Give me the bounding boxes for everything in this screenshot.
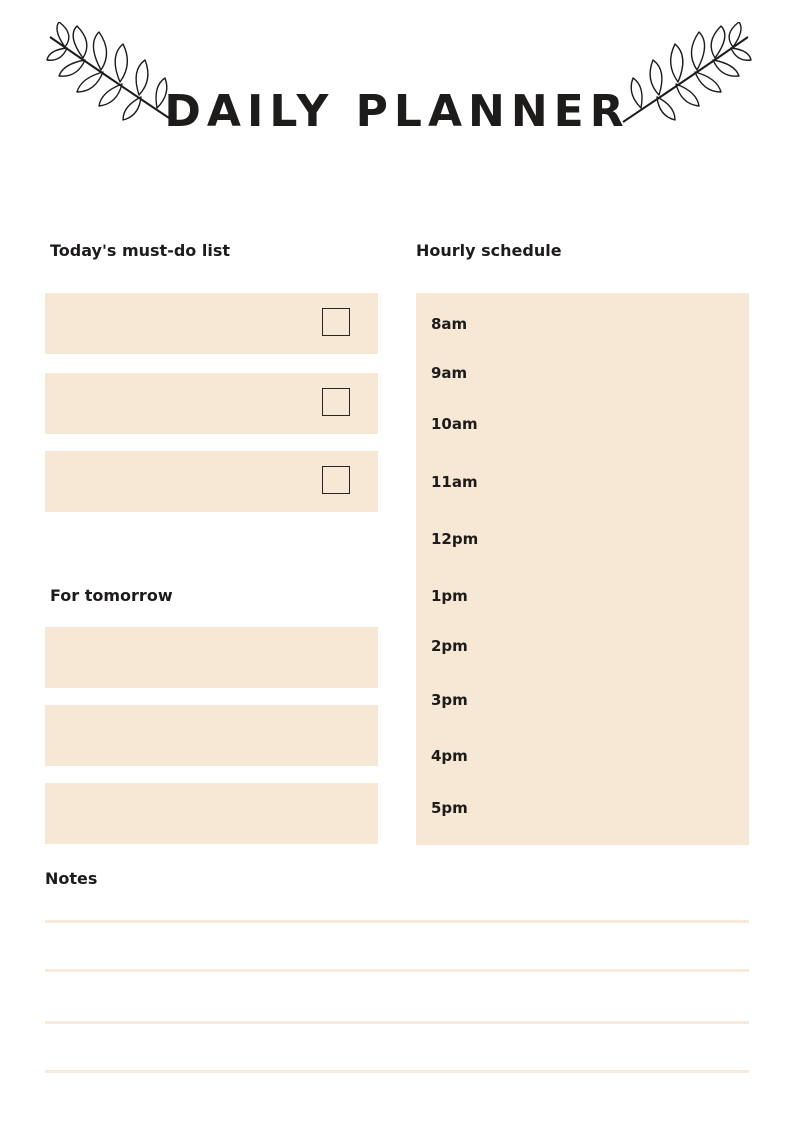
tomorrow-heading: For tomorrow xyxy=(50,586,173,605)
schedule-heading: Hourly schedule xyxy=(416,241,562,260)
hour-label: 8am xyxy=(431,315,468,333)
notes-line[interactable] xyxy=(45,920,749,923)
hour-label: 2pm xyxy=(431,637,468,655)
hour-label: 1pm xyxy=(431,587,468,605)
must-do-checkbox[interactable] xyxy=(322,388,350,416)
hour-label: 11am xyxy=(431,473,478,491)
hour-label: 4pm xyxy=(431,747,468,765)
hour-label: 12pm xyxy=(431,530,479,548)
hour-label: 10am xyxy=(431,415,478,433)
hour-label: 3pm xyxy=(431,691,468,709)
notes-line[interactable] xyxy=(45,1021,749,1024)
must-do-checkbox[interactable] xyxy=(322,466,350,494)
hour-label: 5pm xyxy=(431,799,468,817)
tomorrow-item[interactable] xyxy=(45,783,378,844)
notes-line[interactable] xyxy=(45,1070,749,1073)
must-do-item[interactable] xyxy=(45,293,378,354)
hour-label: 9am xyxy=(431,364,468,382)
notes-heading: Notes xyxy=(45,869,98,888)
must-do-item[interactable] xyxy=(45,451,378,512)
must-do-checkbox[interactable] xyxy=(322,308,350,336)
page-title: DAILY PLANNER xyxy=(164,86,630,137)
must-do-heading: Today's must-do list xyxy=(50,241,230,260)
hourly-schedule-panel[interactable] xyxy=(416,293,749,845)
notes-line[interactable] xyxy=(45,969,749,972)
tomorrow-item[interactable] xyxy=(45,627,378,688)
tomorrow-item[interactable] xyxy=(45,705,378,766)
must-do-item[interactable] xyxy=(45,373,378,434)
